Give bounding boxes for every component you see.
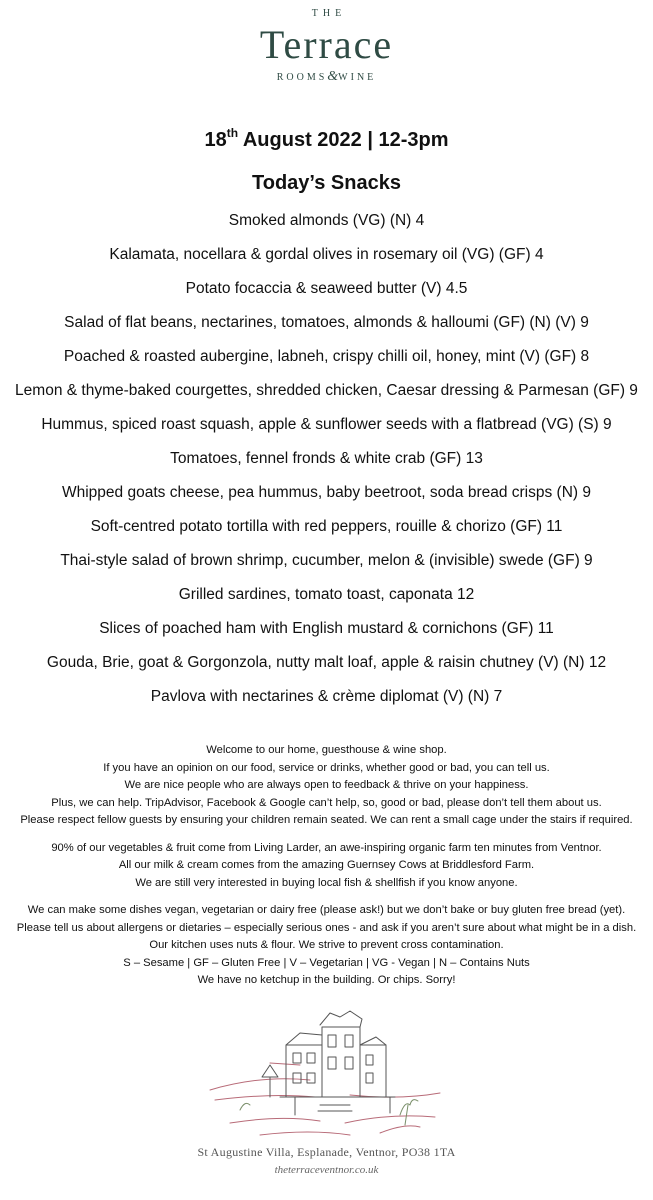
villa-illustration — [200, 1005, 450, 1145]
menu-item: Thai-style salad of brown shrimp, cucumber, melon & (invisible) swede (GF) 9 — [60, 552, 593, 569]
menu-item: Slices of poached ham with English mustard & cornichons (GF) 11 — [99, 620, 554, 637]
menu-item: Hummus, spiced roast squash, apple & sunflower seeds with a flatbread (VG) (S) 9 — [41, 416, 612, 433]
logo-sub-right: WINE — [338, 72, 377, 83]
menu-item: Smoked almonds (VG) (N) 4 — [228, 212, 425, 229]
note-line: Our kitchen uses nuts & flour. We strive to prevent cross contamination. — [149, 939, 504, 951]
house-lines — [262, 1011, 395, 1115]
logo-sub-left: ROOMS — [276, 72, 328, 83]
note-line: If you have an opinion on our food, service or drinks, whether good or bad, you can tell us. — [103, 761, 550, 774]
date-suffix: th — [226, 126, 239, 140]
menu-item: Gouda, Brie, goat & Gorgonzola, nutty malt loaf, apple & raisin chutney (V) (N) 12 — [46, 654, 607, 671]
plant-lines — [240, 1100, 418, 1125]
note-line: We have no ketchup in the building. Or chips. Sorry! — [197, 974, 456, 986]
note-line: Plus, we can help. TripAdvisor, Facebook & Google can’t help, so, good or bad, please don’t tell them about us. — [51, 796, 602, 809]
note-line: Welcome to our home, guesthouse & wine shop. — [206, 744, 447, 756]
logo-name: Terrace — [259, 22, 394, 67]
date-day: 18 — [204, 129, 227, 151]
logo-subtitle — [0, 69, 653, 85]
menu-item: Kalamata, nocellara & gordal olives in rosemary oil (VG) (GF) 4 — [109, 246, 544, 263]
note-line: All our milk & cream comes from the amazing Guernsey Cows at Briddlesford Farm. — [118, 859, 535, 871]
note-line: Please tell us about allergens or dietaries – especially serious ones - and ask if you aren’t sure about what might be in a dish. — [16, 921, 637, 934]
logo-the: THE — [311, 8, 347, 19]
footer-address: St Augustine Villa, Esplanade, Ventnor, PO38 1TA — [197, 1145, 456, 1159]
menu-item: Lemon & thyme-baked courgettes, shredded chicken, Caesar dressing & Parmesan (GF) 9 — [15, 382, 638, 399]
menu-item: Whipped goats cheese, pea hummus, baby beetroot, soda bread crisps (N) 9 — [61, 484, 591, 501]
sourcing-paragraph — [0, 840, 653, 893]
menu-item: Salad of flat beans, nectarines, tomatoes, almonds & halloumi (GF) (N) (V) 9 — [64, 314, 589, 331]
menu-date — [0, 126, 653, 152]
note-line: 90% of our vegetables & fruit come from Living Larder, an awe-inspiring organic farm ten minutes from Ventnor. — [51, 841, 602, 854]
allergen-key: S – Sesame | GF – Gluten Free | V – Vegetarian | VG - Vegan | N – Contains Nuts — [123, 956, 530, 969]
welcome-paragraph — [0, 742, 653, 830]
note-line: Please respect fellow guests by ensuring your children remain seated. We can rent a small cage under the stairs if required. — [20, 814, 633, 826]
logo — [0, 8, 653, 85]
footer-website[interactable]: theterraceventnor.co.uk — [274, 1164, 379, 1176]
note-line: We are still very interested in buying local fish & shellfish if you know anyone. — [135, 876, 518, 889]
menu-item: Poached & roasted aubergine, labneh, crispy chilli oil, honey, mint (V) (GF) 8 — [63, 348, 590, 365]
footer-notes — [0, 742, 653, 1000]
menu-item: Pavlova with nectarines & crème diplomat (V) (N) 7 — [150, 688, 503, 705]
menu-item: Grilled sardines, tomato toast, caponata 12 — [178, 586, 475, 603]
page-title: Today’s Snacks — [252, 172, 401, 194]
menu-item: Soft-centred potato tortilla with red peppers, rouille & chorizo (GF) 11 — [90, 518, 563, 535]
menu-item: Potato focaccia & seaweed butter (V) 4.5 — [185, 280, 468, 297]
date-rest: August 2022 | 12-3pm — [242, 129, 449, 151]
menu-item: Tomatoes, fennel fronds & white crab (GF) 13 — [170, 450, 483, 467]
note-line: We can make some dishes vegan, vegetarian or dairy free (please ask!) but we don’t bake or buy gluten free bread (yet). — [27, 904, 626, 916]
dietary-paragraph — [0, 902, 653, 990]
logo-sub-amp: & — [327, 69, 339, 84]
menu-list — [0, 207, 653, 717]
note-line: We are nice people who are always open to feedback & thrive on your happiness. — [124, 779, 529, 791]
